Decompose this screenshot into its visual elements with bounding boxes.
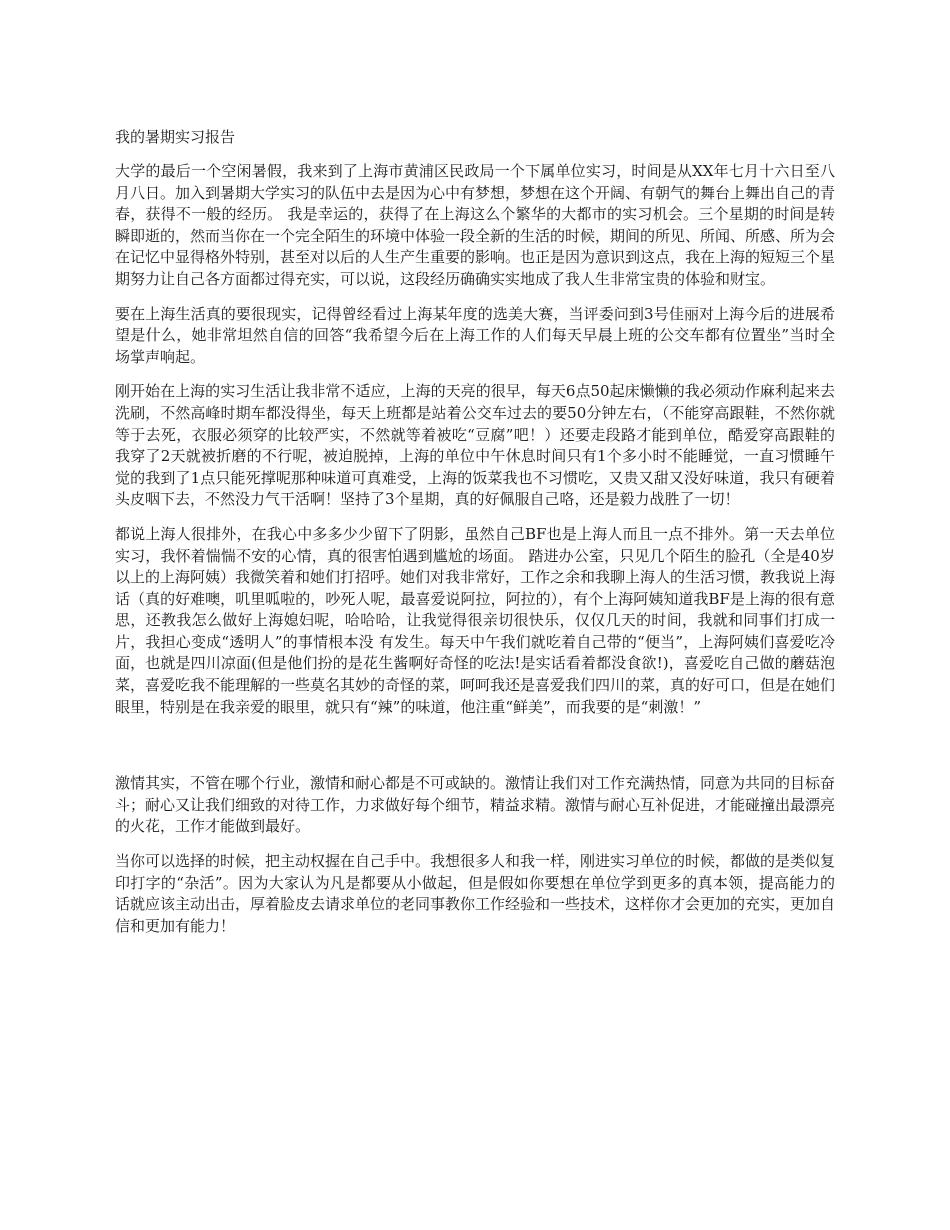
paragraph-shanghai-life: 要在上海生活真的要很现实，记得曾经看过上海某年度的选美大赛，当评委问到3号佳丽对上海今后的进展希望是什么，她非常坦然自信的回答“我希望今后在上海工作的人们每天早晨上班的公交车都有位置坐”当时全场掌声响起。 xyxy=(115,304,835,366)
paragraph-initiative: 当你可以选择的时候，把主动权握在自己手中。我想很多人和我一样，刚进实习单位的时候，都做的是类似复印打字的“杂活”。因为大家认为凡是都要从小做起，但是假如你要想在单位学到更多的真本领，提高能力的话就应该主动出击，厚着脸皮去请求单位的老同事教你工作经验和一些技术，这样你才会更加的充实，更加自信和更加有能力！ xyxy=(115,852,836,935)
paragraph-passion: 激情其实，不管在哪个行业，激情和耐心都是不可或缺的。激情让我们对工作充满热情，同意为共同的目标奋斗；耐心又让我们细致的对待工作，力求做好每个细节，精益求精。激情与耐心互补促进，才能碰撞出最漂亮的火花，工作才能做到最好。 xyxy=(115,774,836,836)
document-title: 我的暑期实习报告 xyxy=(115,128,236,146)
paragraph-intro: 大学的最后一个空闲暑假，我来到了上海市黄浦区民政局一个下属单位实习，时间是从XX年七月十六日至八月八日。加入到暑期大学实习的队伍中去是因为心中有梦想，梦想在这个开阔、有朝气的舞台上舞出自己的青春，获得不一般的经历。 我是幸运的，获得了在上海这么个繁华的大都市的实习机会。三个星期的时间是转瞬即逝的，然而当你在一个完全陌生的环境中体验一段全新的生活的时候，期间的所见、所闻、所感、所为会在记忆中显得格外特别，甚至对以后的人生产生重要的影响。也正是因为意识到这点，我在上海的短短三个星期努力让自己各方面都过得充实，可以说，这段经历确确实实地成了我人生非常宝贵的体验和财宝。 xyxy=(115,162,836,288)
paragraph-colleagues: 都说上海人很排外，在我心中多多少少留下了阴影，虽然自己BF也是上海人而且一点不排外。第一天去单位实习，我怀着惴惴不安的心情，真的很害怕遇到尴尬的场面。 踏进办公室，只见几个陌生的脸孔（全是40岁以上的上海阿姨）我微笑着和她们打招呼。她们对我非常好，工作之余和我聊上海人的生活习惯，教我说上海话（真的好难噢，叽里呱啦的，吵死人呢，最喜爱说阿拉，阿拉的），有个上海阿姨知道我BF是上海的很有意思，还教我怎么做好上海媳妇呢，哈哈哈，让我觉得很亲切很快乐，仅仅几天的时间，我就和同事们打成一片，我担心变成“透明人”的事情根本没 有发生。每天中午我们就吃着自己带的“便当”，上海阿姨们喜爱吃冷面，也就是四川凉面(但是他们扮的是花生酱啊好奇怪的吃法!是实话看着都没食欲!)，喜爱吃自己做的蘑菇泡菜，喜爱吃我不能理解的一些莫名其妙的奇怪的菜，呵呵我还是喜爱我们四川的菜，真的好可口，但是在她们眼里，特别是在我亲爱的眼里，就只有“辣”的味道，他注重“鲜美”，而我要的是“刺激！” xyxy=(115,524,836,716)
section-spacer xyxy=(115,731,835,773)
paragraph-adjustment: 刚开始在上海的实习生活让我非常不适应，上海的天亮的很早，每天6点50起床懒懒的我必须动作麻利起来去洗刷，不然高峰时期车都没得坐，每天上班都是站着公交车过去的要50分钟左右，（不能穿高跟鞋，不然你就等于去死，衣服必须穿的比较严实，不然就等着被吃“豆腐”吧！）还要走段路才能到单位，酷爱穿高跟鞋的我穿了2天就被折磨的不行呢，被迫脱掉，上海的单位中午休息时间只有1个多小时不能睡觉，一直习惯睡午觉的我到了1点只能死撑呢那种味道可真难受，上海的饭菜我也不习惯吃，又贵又甜又没好味道，我只有硬着头皮咽下去，不然没力气干活啊！坚持了3个星期，真的好佩服自己咯，还是毅力战胜了一切！ xyxy=(115,382,835,509)
